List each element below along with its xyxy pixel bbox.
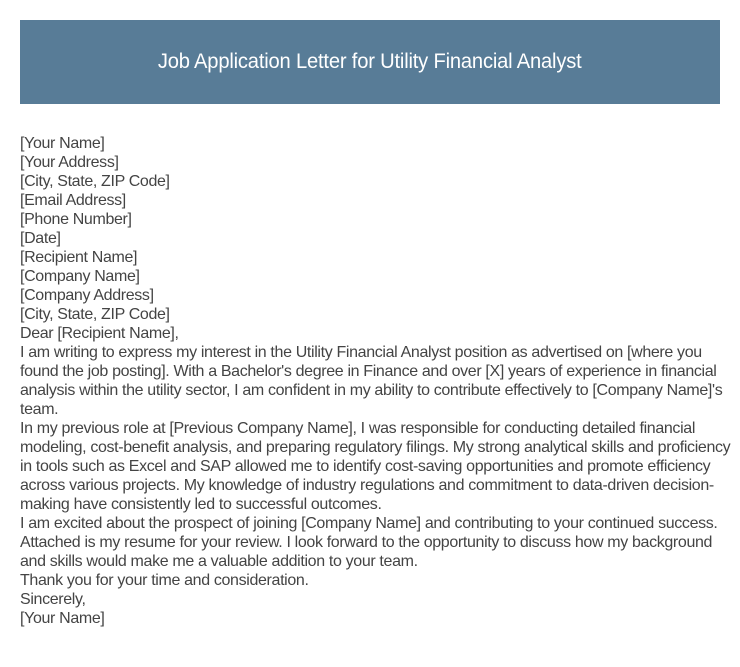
recipient-company: [Company Name] (20, 268, 140, 285)
salutation: Dear [Recipient Name], (20, 325, 179, 342)
sender-phone: [Phone Number] (20, 211, 132, 228)
paragraph-closing-interest: I am excited about the prospect of joining [Company Name] and contributing to your continued success. Attached is my resume for your review. I look forward to the opportunity to discuss how my background and skills would make me a valuable addition to your team. (20, 515, 718, 570)
paragraph-experience: In my previous role at [Previous Company Name], I was responsible for conducting detailed financial modeling, cost-benefit analysis, and preparing regulatory filings. My strong analytical skills and proficiency in tools such as Excel and SAP allowed me to identify cost-saving opportunities and promote efficiency across various projects. My knowledge of industry regulations and commitment to data-driven decision-making have consistently led to successful outcomes. (20, 420, 731, 513)
sender-email: [Email Address] (20, 192, 126, 209)
signature: [Your Name] (20, 610, 105, 627)
paragraph-intro: I am writing to express my interest in the Utility Financial Analyst position as advertised on [where you found the job posting]. With a Bachelor's degree in Finance and over [X] years of experience in financial analysis within the utility sector, I am confident in my ability to contribute effectively to [Company Name]'s team. (20, 344, 723, 418)
paragraph-thanks: Thank you for your time and consideration. (20, 572, 309, 589)
letter-body (20, 134, 732, 628)
title-banner (20, 20, 720, 104)
recipient-company-address: [Company Address] (20, 287, 154, 304)
sender-city-state-zip: [City, State, ZIP Code] (20, 173, 170, 190)
sender-address: [Your Address] (20, 154, 119, 171)
sender-name: [Your Name] (20, 135, 105, 152)
page-title: Job Application Letter for Utility Financial Analyst (158, 50, 582, 73)
recipient-city-state-zip: [City, State, ZIP Code] (20, 306, 170, 323)
recipient-name: [Recipient Name] (20, 249, 138, 266)
letter-date: [Date] (20, 230, 61, 247)
closing: Sincerely, (20, 591, 86, 608)
